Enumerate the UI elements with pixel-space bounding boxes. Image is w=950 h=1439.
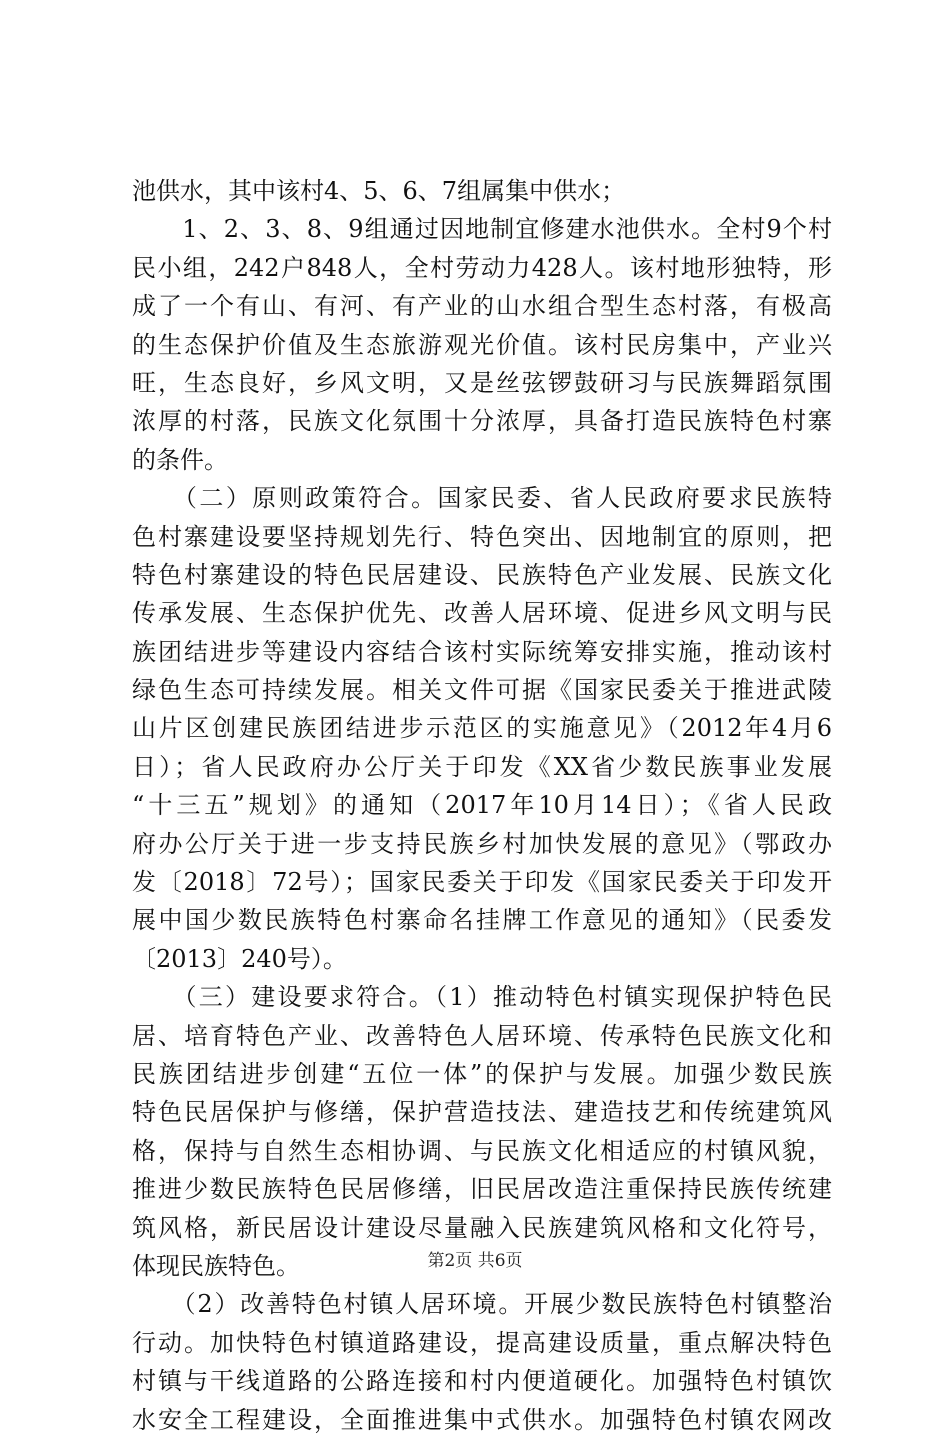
text-line: 府办公厅关于进一步支持民族乡村加快发展的意见》（鄂政办 [132,829,832,858]
text-line: 水安全工程建设，全面推进集中式供水。加强特色村镇农网改 [132,1405,832,1434]
text-line: 绿色生态可持续发展。相关文件可据《国家民委关于推进武陵 [132,676,832,705]
text-line: （二）原则政策符合。国家民委、省人民政府要求民族特 [132,484,832,513]
text-line: 推进少数民族特色民居修缮，旧民居改造注重保持民族传统建 [132,1175,832,1204]
text-line: 池供水，其中该村4、5、6、7组属集中供水； [132,177,626,205]
text-line: （2）改善特色村镇人居环境。开展少数民族特色村镇整治 [132,1290,832,1319]
text-line: 村镇与干线道路的公路连接和村内便道硬化。加强特色村镇饮 [132,1367,832,1396]
text-line: 〔2013〕240号）。 [132,944,347,973]
text-line: 格，保持与自然生态相协调、与民族文化相适应的村镇风貌， [132,1136,832,1165]
text-line: 浓厚的村落，民族文化氛围十分浓厚，具备打造民族特色村寨 [132,407,832,436]
text-line: 的生态保护价值及生态旅游观光价值。该村民房集中，产业兴 [132,330,832,359]
text-line: 的条件。 [132,445,228,474]
text-line: 1、2、3、8、9组通过因地制宜修建水池供水。全村9个村 [132,215,832,244]
text-line: 成了一个有山、有河、有产业的山水组合型生态村落，有极高 [132,292,832,321]
text-line: 行动。加快特色村镇道路建设，提高建设质量，重点解决特色 [132,1328,832,1357]
text-line: 传承发展、生态保护优先、改善人居环境、促进乡风文明与民 [132,599,832,628]
text-line: 发〔2018〕72号）；国家民委关于印发《国家民委关于印发开 [132,868,832,897]
text-line: 特色村寨建设的特色民居建设、民族特色产业发展、民族文化 [132,560,832,589]
text-line: 族团结进步等建设内容结合该村实际统筹安排实施，推动该村 [132,637,832,666]
text-line: “十三五”规划》的通知（2017年10月14日）；《省人民政 [132,791,832,820]
text-line: 特色民居保护与修缮，保护营造技法、建造技艺和传统建筑风 [132,1098,832,1127]
text-line: 山片区创建民族团结进步示范区的实施意见》（2012年4月6 [132,714,832,743]
text-line: 日）；省人民政府办公厅关于印发《XX省少数民族事业发展 [132,752,832,781]
text-line: 色村寨建设要坚持规划先行、特色突出、因地制宜的原则，把 [132,522,832,551]
text-line: 民小组，242户848人，全村劳动力428人。该村地形独特，形 [132,253,832,282]
page-number-footer: 第2页 共6页 [427,1251,523,1271]
text-line: 体现民族特色。 [132,1251,300,1280]
text-line: 展中国少数民族特色村寨命名挂牌工作意见的通知》（民委发 [132,906,832,935]
text-line: 居、培育特色产业、改善特色人居环境、传承特色民族文化和 [132,1021,832,1050]
text-line: 旺，生态良好，乡风文明，又是丝弦锣鼓研习与民族舞蹈氛围 [132,368,832,397]
text-line: 筑风格，新民居设计建设尽量融入民族建筑风格和文化符号， [132,1213,832,1242]
text-line: （三）建设要求符合。（1）推动特色村镇实现保护特色民 [132,983,832,1012]
text-line: 民族团结进步创建“五位一体”的保护与发展。加强少数民族 [132,1059,832,1088]
